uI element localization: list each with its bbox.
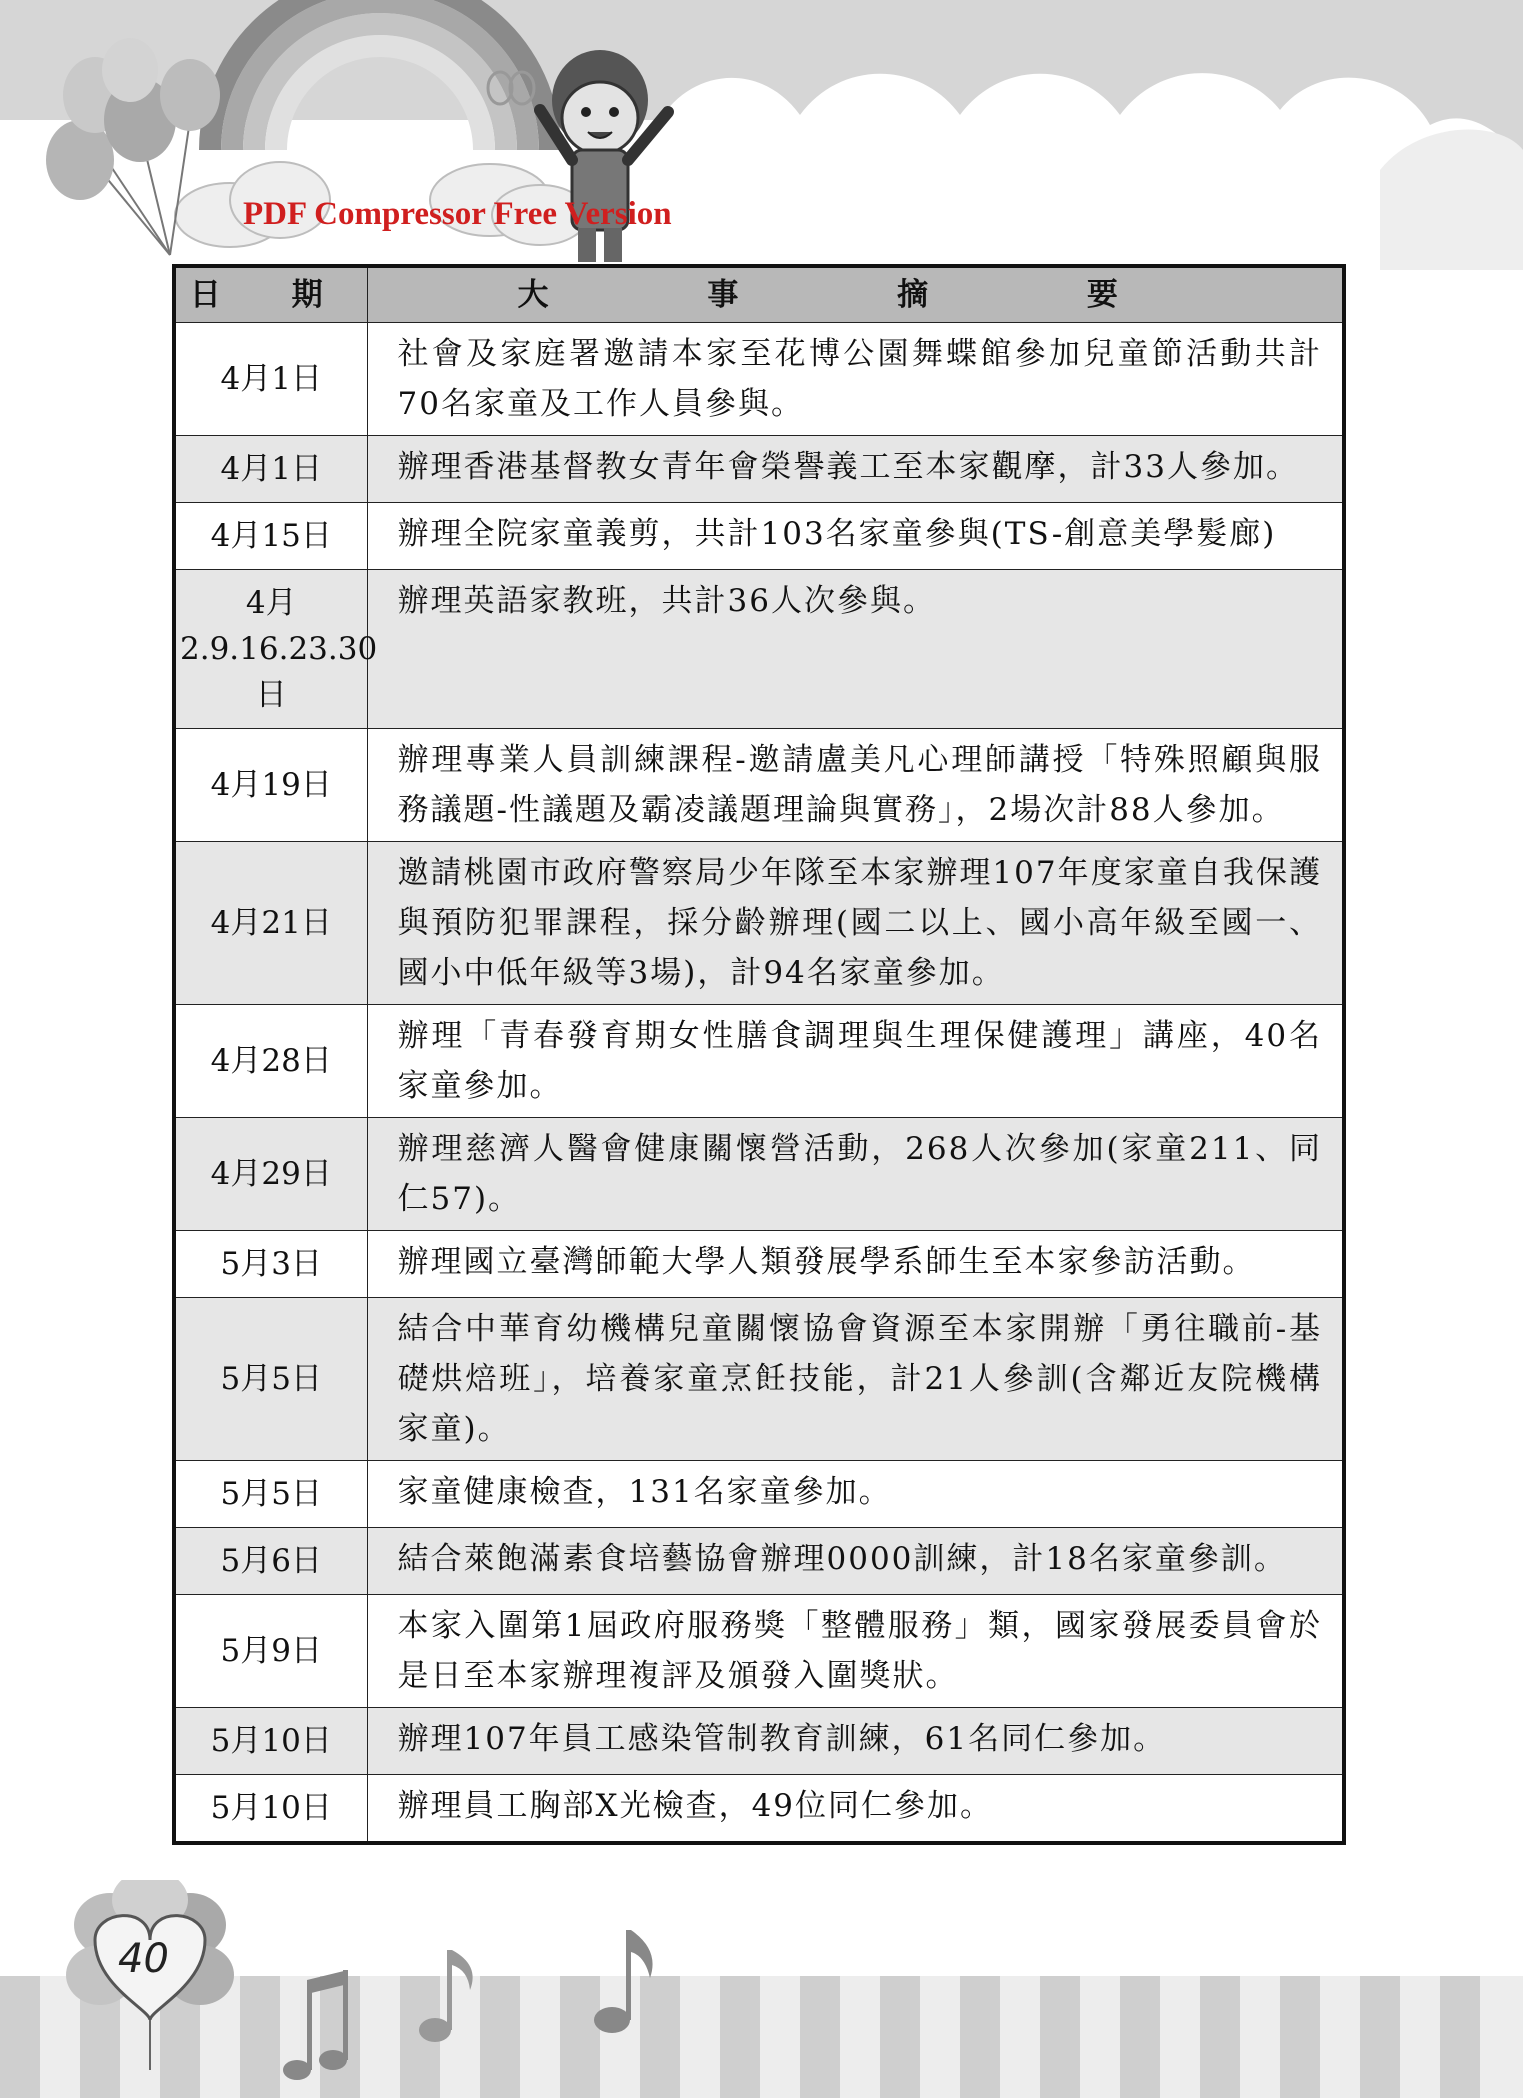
summary-cell: 家童健康檢查，131名家童參加。 — [367, 1461, 1344, 1528]
bottom-decoration — [0, 1880, 1523, 2098]
table-row — [174, 842, 1344, 1005]
summary-cell: 社會及家庭署邀請本家至花博公園舞蝶館參加兒童節活動共計70名家童及工作人員參與。 — [367, 323, 1344, 436]
events-table — [172, 264, 1346, 1845]
header-summary: 大 事 摘 要 — [367, 266, 1344, 323]
table-row — [174, 323, 1344, 436]
summary-cell: 辦理專業人員訓練課程-邀請盧美凡心理師講授「特殊照顧與服務議題-性議題及霸凌議題理論與實務」，2場次計88人參加。 — [367, 729, 1344, 842]
summary-cell: 辦理「青春發育期女性膳食調理與生理保健護理」講座，40名家童參加。 — [367, 1005, 1344, 1118]
table-row — [174, 570, 1344, 729]
summary-cell: 辦理員工胸部X光檢查，49位同仁參加。 — [367, 1775, 1344, 1844]
summary-cell: 辦理國立臺灣師範大學人類發展學系師生至本家參訪活動。 — [367, 1231, 1344, 1298]
header-date: 日 期 — [174, 266, 367, 323]
date-cell: 5月5日 — [174, 1461, 367, 1528]
table-row — [174, 729, 1344, 842]
watermark-text: PDF Compressor Free Version — [243, 196, 672, 232]
table-row — [174, 1231, 1344, 1298]
summary-cell: 辦理慈濟人醫會健康關懷營活動，268人次參加(家童211、同仁57)。 — [367, 1118, 1344, 1231]
table-row — [174, 1528, 1344, 1595]
date-cell: 4月1日 — [174, 323, 367, 436]
date-cell: 5月3日 — [174, 1231, 367, 1298]
table-row — [174, 436, 1344, 503]
table-row — [174, 1118, 1344, 1231]
date-cell: 5月10日 — [174, 1775, 367, 1844]
summary-cell: 辦理全院家童義剪，共計103名家童參與(TS-創意美學髮廊) — [367, 503, 1344, 570]
table-row — [174, 1005, 1344, 1118]
date-cell: 5月9日 — [174, 1595, 367, 1708]
top-decoration — [0, 0, 1523, 270]
table-row — [174, 1708, 1344, 1775]
page-number: 40 — [118, 1936, 169, 1982]
table-row — [174, 1595, 1344, 1708]
table-header-row — [174, 266, 1344, 323]
date-cell: 5月5日 — [174, 1298, 367, 1461]
date-cell: 4月28日 — [174, 1005, 367, 1118]
date-cell: 5月6日 — [174, 1528, 367, 1595]
date-cell: 4月29日 — [174, 1118, 367, 1231]
summary-cell: 辦理英語家教班，共計36人次參與。 — [367, 570, 1344, 729]
summary-cell: 辦理香港基督教女青年會榮譽義工至本家觀摩，計33人參加。 — [367, 436, 1344, 503]
summary-cell: 結合萊飽滿素食培藝協會辦理0000訓練，計18名家童參訓。 — [367, 1528, 1344, 1595]
date-cell: 4月15日 — [174, 503, 367, 570]
summary-cell: 邀請桃園市政府警察局少年隊至本家辦理107年度家童自我保護與預防犯罪課程，採分齡辦理(國二以上、國小高年級至國一、國小中低年級等3場)，計94名家童參加。 — [367, 842, 1344, 1005]
date-cell: 4月1日 — [174, 436, 367, 503]
date-cell: 4月19日 — [174, 729, 367, 842]
summary-cell: 本家入圍第1屆政府服務獎「整體服務」類，國家發展委員會於是日至本家辦理複評及頒發入圍獎狀。 — [367, 1595, 1344, 1708]
date-cell: 4月21日 — [174, 842, 367, 1005]
summary-cell: 辦理107年員工感染管制教育訓練，61名同仁參加。 — [367, 1708, 1344, 1775]
table-row — [174, 1775, 1344, 1844]
table-row — [174, 503, 1344, 570]
table-row — [174, 1298, 1344, 1461]
date-cell: 5月10日 — [174, 1708, 367, 1775]
summary-cell: 結合中華育幼機構兒童關懷協會資源至本家開辦「勇往職前-基礎烘焙班」，培養家童烹飪技能，計21人參訓(含鄰近友院機構家童)。 — [367, 1298, 1344, 1461]
date-cell: 4月2.9.16.23.30日 — [174, 570, 367, 729]
table-row — [174, 1461, 1344, 1528]
